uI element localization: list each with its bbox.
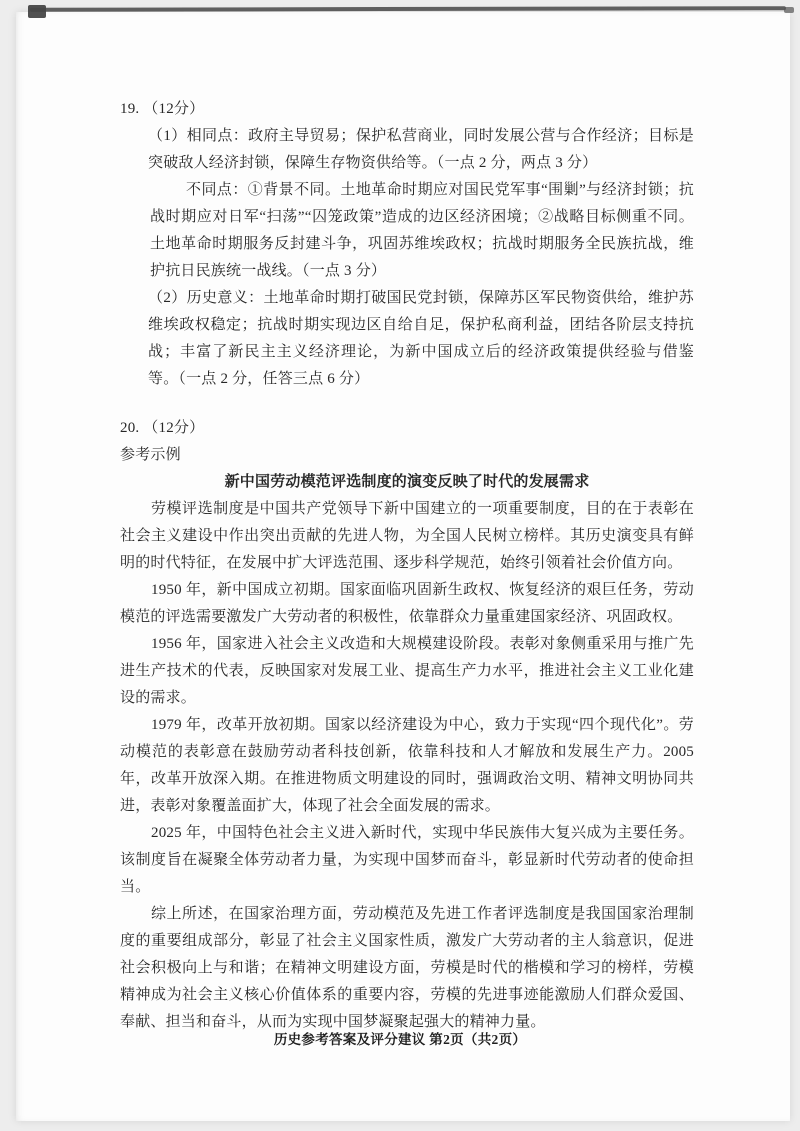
essay-paragraph: 劳模评选制度是中国共产党领导下新中国建立的一项重要制度，目的在于表彰在社会主义建设中作出突出贡献的先进人物，为全国人民树立榜样。其历史演变具有鲜明的时代特征，在发展中扩大评选范围、逐步科学规范，始终引领着社会价值方向。 — [120, 501, 694, 571]
essay-paragraph: 1956 年，国家进入社会主义改造和大规模建设阶段。表彰对象侧重采用与推广先进生产技术的代表，反映国家对发展工业、提高生产力水平，推进社会主义工业化建设的需求。 — [120, 636, 694, 706]
question-20-subheading: 参考示例 — [120, 447, 181, 463]
answer-sheet-content — [120, 96, 694, 1036]
essay-paragraph: 1950 年，新中国成立初期。国家面临巩固新生政权、恢复经济的艰巨任务，劳动模范的评选需要激发广大劳动者的积极性，依靠群众力量重建国家经济、巩固政权。 — [120, 582, 694, 625]
question-20-heading: 20. （12分） — [120, 420, 205, 436]
question-19-heading: 19. （12分） — [120, 101, 205, 117]
essay-paragraph: 1979 年，改革开放初期。国家以经济建设为中心，致力于实现“四个现代化”。劳动模范的表彰意在鼓励劳动者科技创新，依靠科技和人才解放和发展生产力。2005 年，改革开放深入期。在推进物质文明建设的同时，强调政治文明、精神文明协同共进，表彰对象覆盖面扩大，体现了社会全面发展的需求。 — [120, 717, 694, 814]
question-19-item-1: （1）相同点：政府主导贸易；保护私营商业，同时发展公营与合作经济；目标是突破敌人经济封锁，保障生存物资供给等。（一点 2 分，两点 3 分） — [148, 128, 694, 171]
question-19-answer — [120, 96, 694, 393]
essay-paragraph: 综上所述，在国家治理方面，劳动模范及先进工作者评选制度是我国国家治理制度的重要组成部分，彰显了社会主义国家性质，激发广大劳动者的主人翁意识，促进社会积极向上与和谐；在精神文明建设方面，劳模是时代的楷模和学习的榜样，劳模精神成为社会主义核心价值体系的重要内容，劳模的先进事迹能激励人们群众爱国、奉献、担当和奋斗，从而为实现中国梦凝聚起强大的精神力量。 — [120, 906, 694, 1030]
question-20-answer — [120, 415, 694, 1036]
scan-artifact-line — [30, 6, 786, 12]
question-19-item-1-differences: 不同点：①背景不同。土地革命时期应对国民党军事“围剿”与经济封锁；抗战时期应对日军“扫荡”“囚笼政策”造成的边区经济困境；②战略目标侧重不同。土地革命时期服务反封建斗争，巩固苏维埃政权；抗战时期服务全民族抗战，维护抗日民族统一战线。（一点 3 分） — [150, 182, 694, 279]
essay-paragraph: 2025 年，中国特色社会主义进入新时代，实现中华民族伟大复兴成为主要任务。该制度旨在凝聚全体劳动者力量，为实现中国梦而奋斗，彰显新时代劳动者的使命担当。 — [120, 825, 694, 895]
page-footer: 历史参考答案及评分建议 第2页（共2页） — [273, 1032, 527, 1047]
question-19-item-2: （2）历史意义：土地革命时期打破国民党封锁，保障苏区军民物资供给，维护苏维埃政权稳定；抗战时期实现边区自给自足，保护私商利益，团结各阶层支持抗战；丰富了新民主主义经济理论，为新中国成立后的经济政策提供经验与借鉴等。（一点 2 分，任答三点 6 分） — [148, 290, 694, 387]
scan-artifact-corner — [784, 7, 794, 13]
essay-title: 新中国劳动模范评选制度的演变反映了时代的发展需求 — [224, 474, 590, 490]
